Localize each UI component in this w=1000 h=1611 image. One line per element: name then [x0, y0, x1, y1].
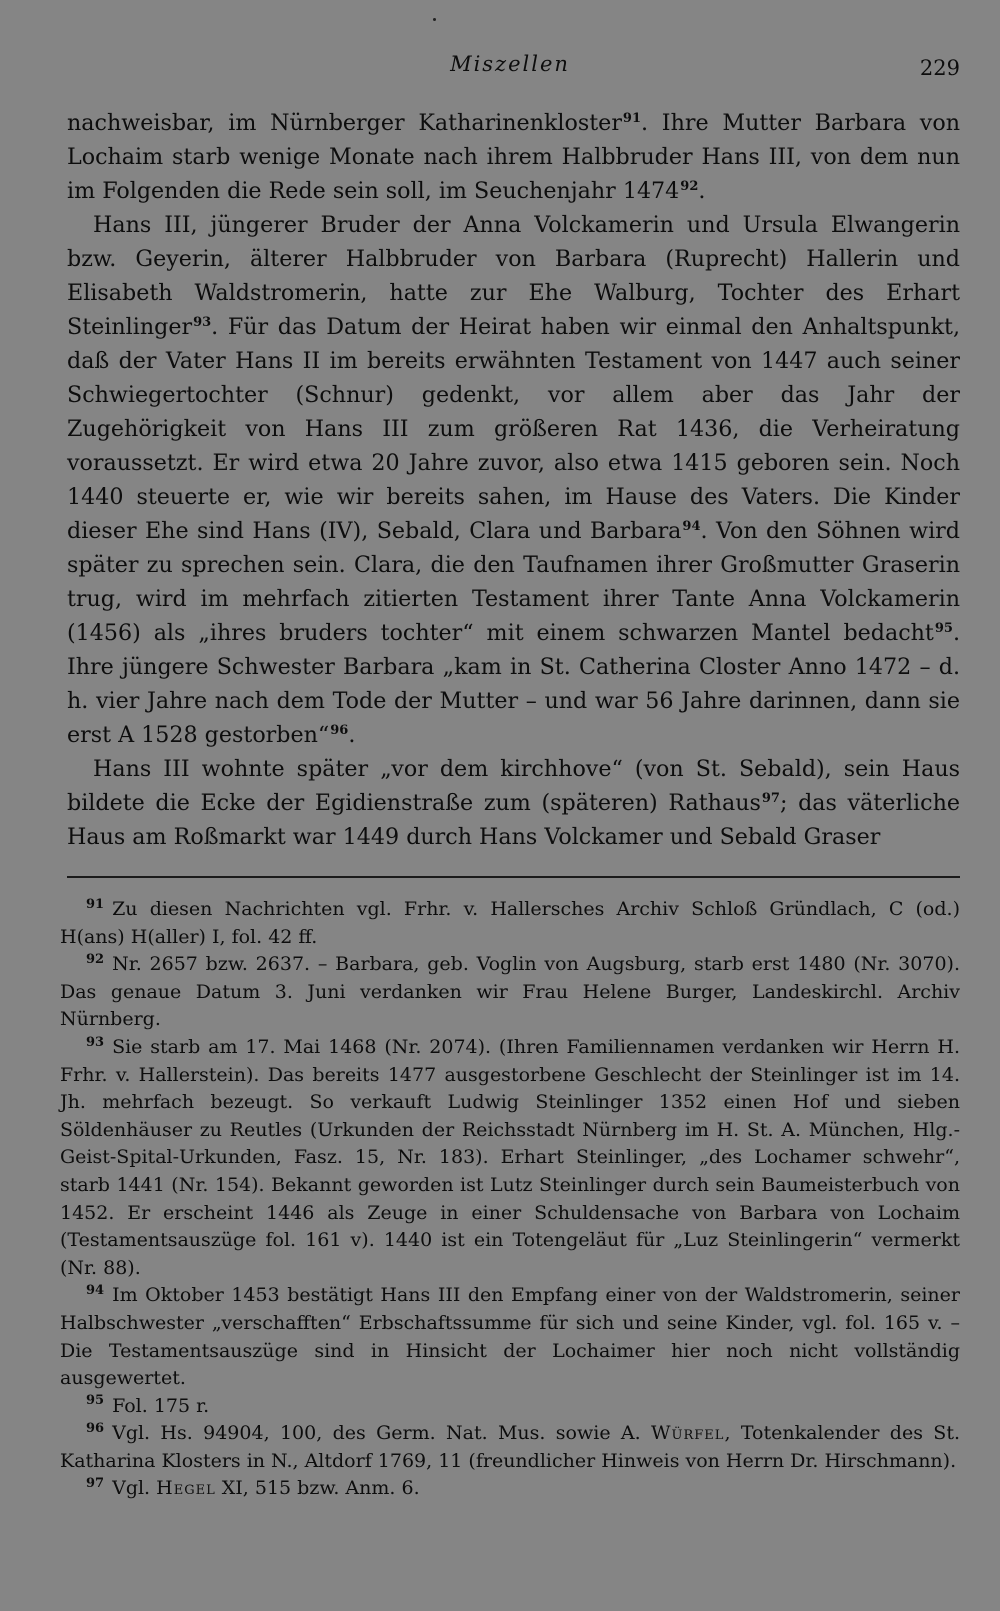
footnote-ref: 93 [193, 314, 212, 330]
main-text [67, 106, 960, 854]
paragraph-2 [67, 208, 960, 752]
footnote-ref: 92 [680, 178, 699, 194]
footnote-97 [60, 1475, 960, 1503]
paragraph-1 [67, 106, 960, 208]
footnote-text: Zu diesen Nachrichten vgl. Frhr. v. Hallersches Archiv Schloß Gründlach, C (od.) H(ans) H(aller) I, fol. 42 ff. [60, 898, 960, 948]
footnote-94 [60, 1282, 960, 1392]
text-segment: . Von den Söhnen wird später zu sprechen sein. Clara, die den Taufnamen ihrer Großmutter Graserin trug, wird im mehrfach zitierten Testament ihrer Tante Anna Volckamerin (1456) als „ihres bruders tochter“ mit einem schwarzen Mantel bedacht [67, 518, 960, 646]
paragraph-3 [67, 752, 960, 854]
footnote-text: Fol. 175 r. [112, 1394, 210, 1417]
footnote-number: 91 [86, 896, 105, 912]
footnote-ref: 96 [330, 722, 349, 738]
text-segment: . Ihre jüngere Schwester Barbara „kam in St. Catherina Closter Anno 1472 – d. h. vier Jahre nach dem Tode der Mutter – und war 56 Jahre darinnen, dann sie erst A 1528 gestorben“ [67, 620, 960, 748]
footnote-95 [60, 1393, 960, 1421]
footnote-rule [67, 876, 960, 878]
author-name: Würfel [651, 1422, 725, 1445]
running-title: Miszellen [450, 52, 570, 76]
footnote-text: Sie starb am 17. Mai 1468 (Nr. 2074). (Ihren Familiennamen verdanken wir Herrn H. Frhr. v. Hallerstein). Das bereits 1477 ausgestorbene Geschlecht der Steinlinger ist im 14. Jh. mehrfach bezeugt. So verkauft Ludwig Steinlinger 1352 einen Hof und sieben Söldenhäuser zu Reutles (Urkunden der Reichsstadt Nürnberg im H. St. A. München, Hlg.-Geist-Spital-Urkunden, Fasz. 15, Nr. 183). Erhart Steinlinger, „des Lochamer schwehr“, starb 1441 (Nr. 154). Bekannt geworden ist Lutz Steinlinger durch sein Baumeisterbuch von 1452. Er erscheint 1446 als Zeuge in einer Schuldensache von Barbara von Lochaim (Testamentsauszüge fol. 161 v). 1440 ist ein Totengeläut für „Luz Steinlingerin“ vermerkt (Nr. 88). [60, 1035, 960, 1279]
footnote-91 [60, 896, 960, 951]
footnote-ref: 91 [622, 110, 642, 126]
footnote-number: 97 [86, 1476, 105, 1492]
page-number: 229 [919, 56, 960, 80]
footnote-number: 92 [86, 951, 105, 967]
text-segment: . [698, 178, 706, 204]
text-segment: Hans III wohnte später „vor dem kirchhove“ (von St. Sebald), sein Haus bildete die Ecke der Egidienstraße zum (späteren) Rathaus [67, 756, 960, 816]
text-segment: . Für das Datum der Heirat haben wir einmal den Anhaltspunkt, daß der Vater Hans II im bereits erwähnten Testament von 1447 auch seiner Schwiegertochter (Schnur) gedenkt, vor allem aber das Jahr der Zugehörigkeit von Hans III zum größeren Rat 1436, die Verheiratung voraussetzt. Er wird etwa 20 Jahre zuvor, also etwa 1415 geboren sein. Noch 1440 steuerte er, wie wir bereits sahen, im Hause des Vaters. Die Kinder dieser Ehe sind Hans (IV), Sebald, Clara und Barbara [67, 314, 960, 544]
footnote-text: , Totenkalender des St. Katharina Klosters in N., Altdorf 1769, 11 (freundlicher Hinweis von Herrn Dr. Hirschmann). [60, 1422, 960, 1472]
text-segment: nachweisbar, im Nürnberger Katharinenkloster [67, 110, 622, 136]
footnotes [60, 896, 960, 1503]
footnote-ref: 97 [761, 790, 780, 806]
footnote-93 [60, 1034, 960, 1282]
footnote-text: Im Oktober 1453 bestätigt Hans III den Empfang einer von der Waldstromerin, seiner Halbschwester „verschafften“ Erbschaftssumme für sich und seine Kinder, vgl. fol. 165 v. – Die Testamentsauszüge sind in Hinsicht der Lochaimer hier noch nicht vollständig ausgewertet. [60, 1284, 960, 1390]
stray-dot [433, 18, 436, 21]
text-segment: . Ihre Mutter Barbara von Lochaim starb wenige Monate nach ihrem Halbbruder Hans III, von dem nun im Folgenden die Rede sein soll, im Seuchenjahr 1474 [67, 110, 960, 204]
footnote-text: Nr. 2657 bzw. 2637. – Barbara, geb. Voglin von Augsburg, starb erst 1480 (Nr. 3070). Das genaue Datum 3. Juni verdanken wir Frau Helene Burger, Landeskirchl. Archiv Nürnberg. [60, 953, 960, 1031]
footnote-number: 94 [86, 1282, 105, 1298]
footnote-text: Vgl. Hs. 94904, 100, des Germ. Nat. Mus. sowie A. [112, 1422, 652, 1445]
footnote-ref: 94 [682, 518, 701, 534]
footnote-96 [60, 1420, 960, 1475]
footnote-text: XI, 515 bzw. Anm. 6. [215, 1477, 420, 1500]
author-name: Hegel [156, 1477, 216, 1500]
footnote-number: 95 [86, 1393, 105, 1409]
footnote-text: Vgl. [112, 1477, 157, 1500]
text-segment: Hans III, jüngerer Bruder der Anna Volckamerin und Ursula Elwangerin bzw. Geyerin, älterer Halbbruder von Barbara (Ruprecht) Hallerin und Elisabeth Waldstromerin, hatte zur Ehe Walburg, Tochter des Erhart Steinlinger [67, 212, 960, 340]
footnote-ref: 95 [934, 620, 953, 636]
text-segment: ; das väterliche Haus am Roßmarkt war 1449 durch Hans Volckamer und Sebald Graser [67, 790, 960, 850]
page-header [60, 48, 960, 88]
footnote-92 [60, 951, 960, 1034]
footnote-number: 96 [86, 1420, 105, 1436]
text-segment: . [348, 722, 356, 748]
footnote-number: 93 [86, 1034, 105, 1050]
